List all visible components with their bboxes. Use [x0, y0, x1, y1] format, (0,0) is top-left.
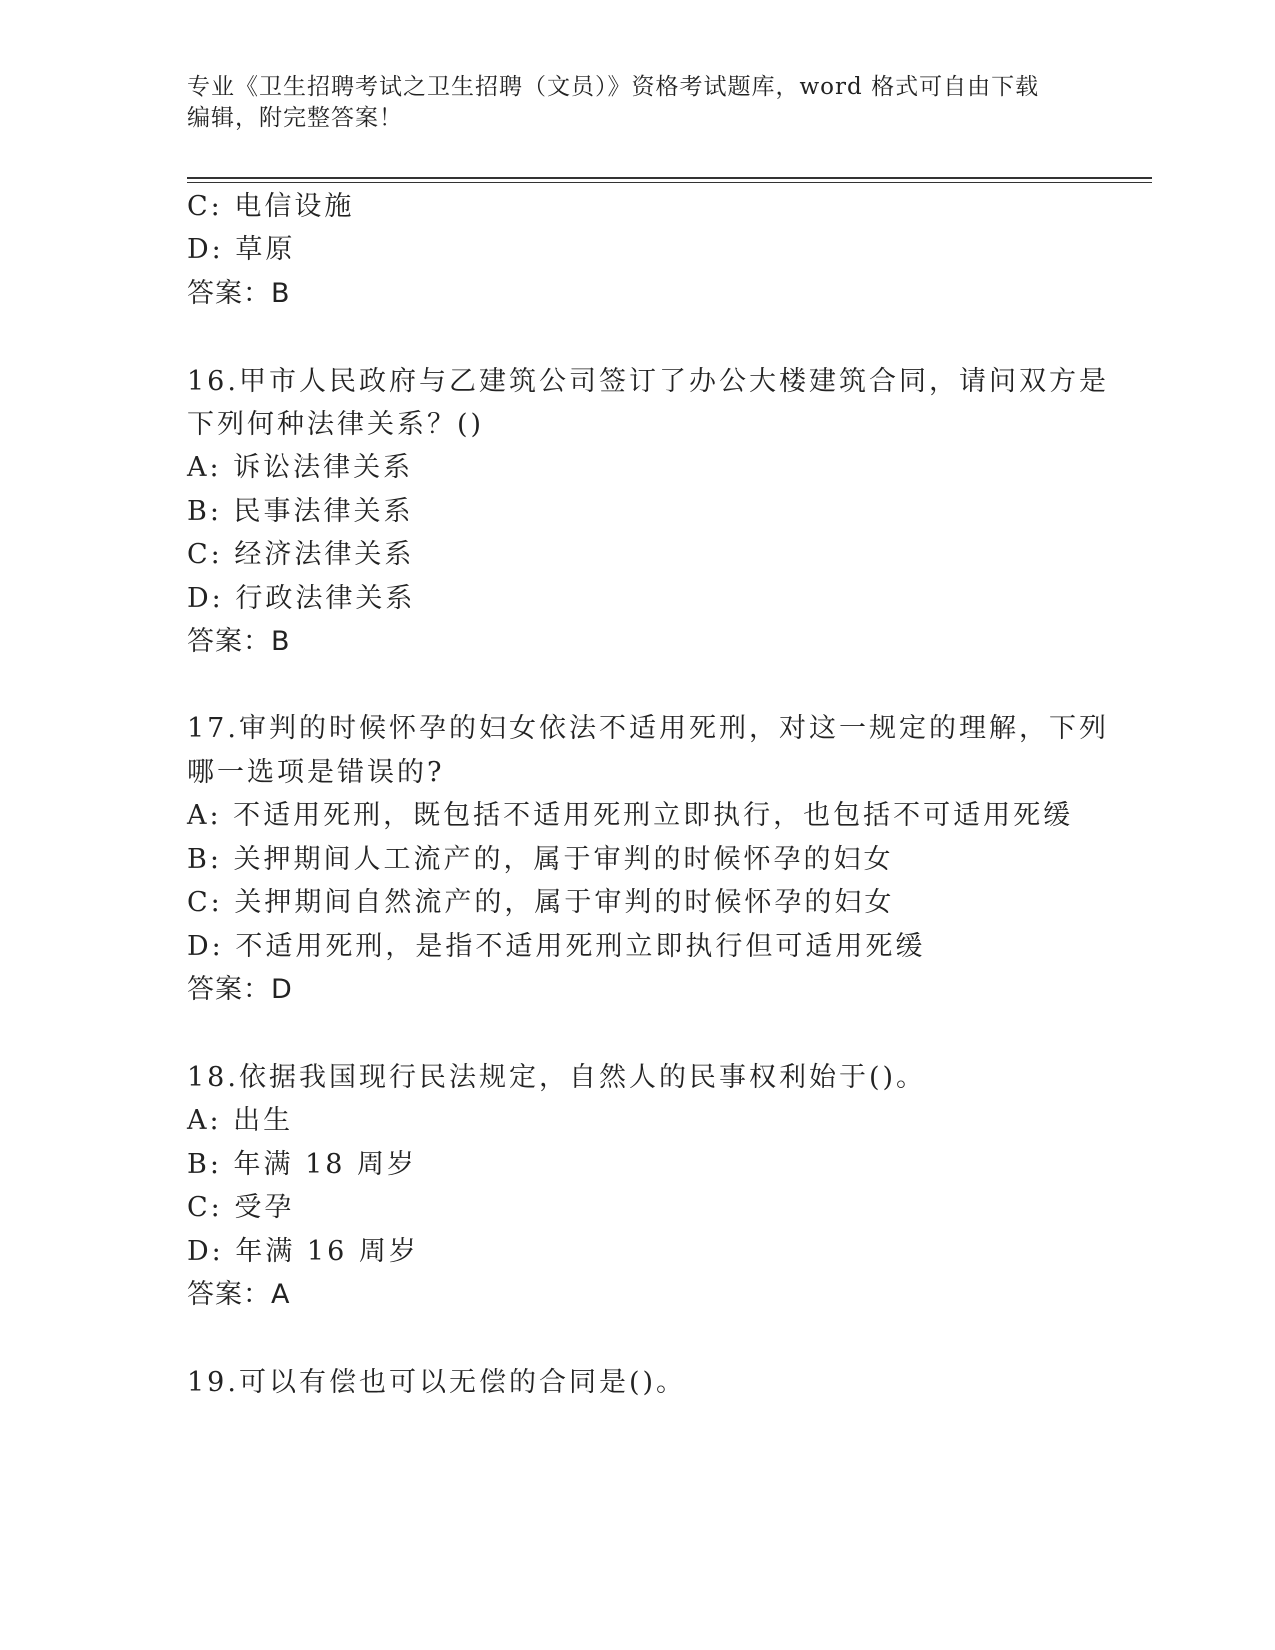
q18-answer: 答案：A — [187, 1279, 291, 1310]
q18-option-c: C: 受孕 — [187, 1192, 295, 1223]
q16-option-d: D: 行政法律关系 — [187, 583, 416, 614]
q15-answer: 答案：B — [187, 278, 291, 309]
header-line-1: 专业《卫生招聘考试之卫生招聘（文员）》资格考试题库，word 格式可自由下载 — [187, 74, 1040, 100]
q18-option-d: D: 年满 16 周岁 — [187, 1236, 419, 1267]
q15-option-d: D: 草原 — [187, 234, 296, 265]
q17-option-d: D: 不适用死刑，是指不适用死刑立即执行但可适用死缓 — [187, 931, 926, 962]
q17-stem-line-1: 17.审判的时候怀孕的妇女依法不适用死刑，对这一规定的理解，下列 — [187, 713, 1109, 744]
q17-option-c: C: 关押期间自然流产的，属于审判的时候怀孕的妇女 — [187, 887, 895, 918]
q19-stem-line-1: 19.可以有偿也可以无偿的合同是()。 — [187, 1367, 687, 1398]
header-divider-thin — [187, 182, 1152, 183]
q16-option-c: C: 经济法律关系 — [187, 539, 415, 570]
q18-option-a: A: 出生 — [187, 1105, 294, 1136]
q18-stem-line-1: 18.依据我国现行民法规定，自然人的民事权利始于()。 — [187, 1062, 927, 1093]
q16-answer: 答案：B — [187, 626, 291, 657]
q16-stem-line-1: 16.甲市人民政府与乙建筑公司签订了办公大楼建筑合同，请问双方是 — [187, 366, 1109, 397]
q18-option-b: B: 年满 18 周岁 — [187, 1149, 418, 1180]
header-divider-thick — [187, 177, 1152, 179]
q15-option-c: C: 电信设施 — [187, 191, 355, 222]
document-header — [187, 72, 1087, 134]
q17-option-a: A: 不适用死刑，既包括不适用死刑立即执行，也包括不可适用死缓 — [187, 800, 1074, 831]
q17-option-b: B: 关押期间人工流产的，属于审判的时候怀孕的妇女 — [187, 844, 894, 875]
q17-answer: 答案：D — [187, 974, 293, 1005]
q16-option-a: A: 诉讼法律关系 — [187, 452, 414, 483]
header-line-2: 编辑，附完整答案！ — [187, 105, 403, 131]
q16-option-b: B: 民事法律关系 — [187, 496, 414, 527]
q17-stem-line-2: 哪一选项是错误的? — [187, 757, 445, 788]
q16-stem-line-2: 下列何种法律关系？() — [187, 409, 485, 440]
